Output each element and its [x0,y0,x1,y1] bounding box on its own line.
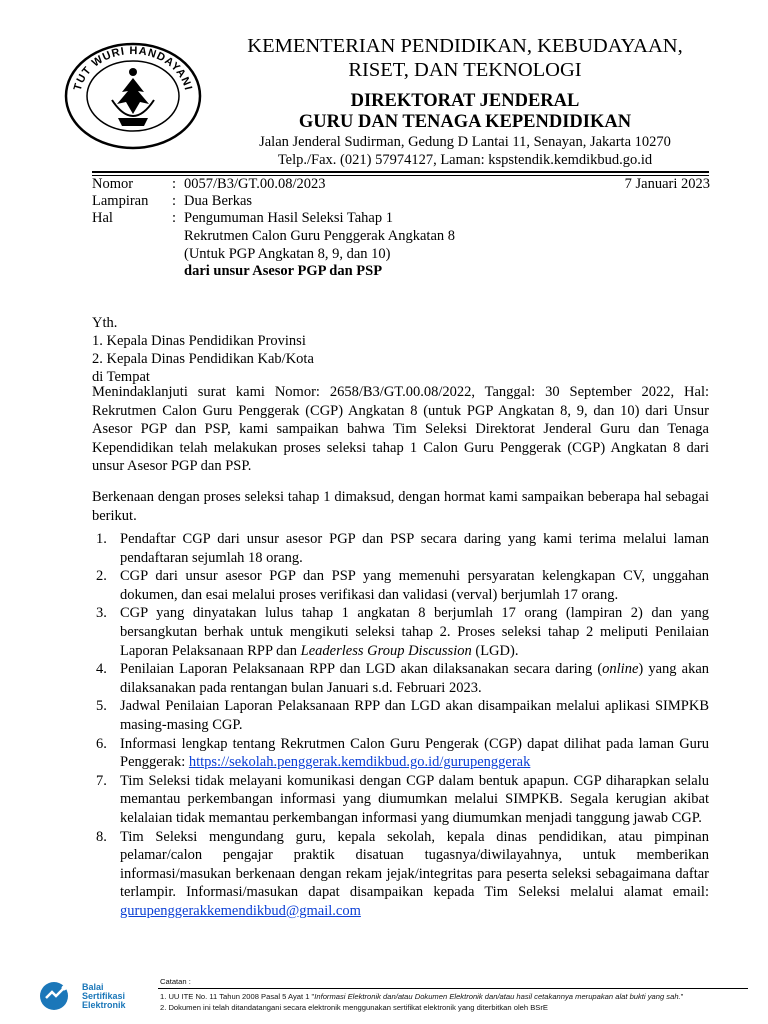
footer-note-1-suffix: " [680,992,684,1001]
email-link[interactable]: gurupenggerakkemendikbud@gmail.com [120,902,361,919]
list-item-italic: Leaderless Group Discussion [300,642,472,659]
list-item-text: ) yang akan dilaksanakan pada rentangan bulan Januari s.d. Februari 2023. [120,661,710,696]
list-number: 6. [96,735,107,752]
lampiran-value: Dua Berkas [184,193,253,209]
list-item [92,697,709,734]
bsre-line-2: Sertifikasi [82,991,126,1001]
list-item [92,604,709,660]
list-item-text: (LGD). [471,642,519,659]
letter-date: 7 Januari 2023 [624,176,710,192]
list-item [92,735,709,772]
catatan-label: Catatan : [160,977,191,986]
list-item-text: Penilaian Laporan Pelaksanaan RPP dan LGD akan dilaksanakan secara daring ( [120,661,603,678]
hal-line-2: Rekrutmen Calon Guru Penggerak Angkatan 8 [184,228,456,244]
footer-rule [158,988,748,989]
list-item-text: Tim Seleksi mengundang guru, kepala sekolah, kepala dinas pendidikan, atau pimpinan pelamar/calon pengajar praktik disatuan tugasnya/diwilayahnya, untuk memberikan informasi/masukan berkenaan dengan rekam jejak/integritas para peserta seleksi sebagaimana daftar terlampir. Informasi/masukan dapat disampaikan kepada Tim Seleksi melalui alamat email: [120,828,709,901]
footer-note-2: 2. Dokumen ini telah ditandatangani secara elektronik menggunakan sertifikat elektronik yang diterbitkan oleh BSrE [160,1003,548,1012]
list-number: 3. [96,605,107,622]
list-item [92,772,709,828]
hal-colon: : [172,210,177,226]
list-item [92,660,709,697]
list-item [92,567,709,604]
list-item-italic: online [602,661,639,678]
ministry-line-2: RISET, DAN TEKNOLOGI [348,59,582,81]
recipient-1: 1. Kepala Dinas Pendidikan Provinsi [92,333,306,349]
list-item [92,828,709,921]
list-item-text: Tim Seleksi tidak melayani komunikasi dengan CGP dalam bentuk apapun. CGP diharapkan selalu memantau perkembangan informasi yang diumumkan melalui SIMPKB. Segala kerugian akibat kelalaian tidak memantau perkembangan informasi yang diumumkan menjadi tanggung jawab CGP. [120,772,709,826]
list-item-text: Jadwal Penilaian Laporan Pelaksanaan RPP dan LGD akan disampaikan melalui aplikasi SIMPKB masing-masing CGP. [120,698,709,733]
list-item-text: CGP yang dinyatakan lulus tahap 1 angkatan 8 berjumlah 17 orang (lampiran 2) dan yang bersangkutan berhak untuk mengikuti seleksi tahap 2. Proses seleksi tahap 2 meliputi Penilaian Laporan Pelaksanaan RPP dan [120,605,709,659]
header-contact: Telp./Fax. (021) 57974127, Laman: kspstendik.kemdikbud.go.id [277,152,653,168]
nomor-value: 0057/B3/GT.00.08/2023 [184,176,326,192]
list-number: 8. [96,828,107,845]
hal-line-4: dari unsur Asesor PGP dan PSP [184,263,383,279]
list-item-text: Pendaftar CGP dari unsur asesor PGP dan PSP secara daring yang kami terima melalui laman pendaftaran sejumlah 18 orang. [120,531,709,566]
footer-note-1 [160,992,752,1002]
body-paragraph-1: Menindaklanjuti surat kami Nomor: 2658/B3/GT.00.08/2022, Tanggal: 30 September 2022, Hal: Rekrutmen Calon Guru Penggerak (CGP) Angkatan 8 (untuk PGP Angkatan 8, 9, dan 10) dari Unsur Asesor PGP dan PSP, kami sampaikan bahwa Tim Seleksi Direktorat Jenderal Guru dan Tenaga Kependidikan telah melakukan proses seleksi tahap 1 Calon Guru Penggerak (CGP) Angkatan 8 dari unsur Asesor PGP dan PSP. [92,384,709,475]
logo-motto-text: TUT WURI HANDAYANI [71,44,195,93]
list-number: 5. [96,698,107,715]
header-address: Jalan Jenderal Sudirman, Gedung D Lantai 11, Senayan, Jakarta 10270 [259,134,671,150]
nomor-colon: : [172,176,177,192]
list-number: 4. [96,661,107,678]
numbered-list [92,530,709,920]
list-number: 2. [96,568,107,585]
recipient-yth: Yth. [92,315,118,331]
list-item [92,530,709,567]
body-paragraph-2: Berkenaan dengan proses seleksi tahap 1 dimaksud, dengan hormat kami sampaikan beberapa hal sebagai berikut. [92,489,709,524]
guru-penggerak-link[interactable]: https://sekolah.penggerak.kemdikbud.go.id/gurupenggerak [188,754,531,771]
bsre-line-3: Elektronik [82,1000,126,1010]
list-number: 1. [96,531,107,547]
hal-line-1: Pengumuman Hasil Seleksi Tahap 1 [184,210,393,226]
footer-note-1-prefix: 1. UU ITE No. 11 Tahun 2008 Pasal 5 Ayat 1 " [160,992,315,1001]
bsre-logo-icon [38,980,80,1012]
recipient-place: di Tempat [92,369,150,385]
directorate-line-1: DIREKTORAT JENDERAL [350,91,580,111]
list-item-text: Informasi lengkap tentang Rekrutmen Calon Guru Pengerak (CGP) dapat dilihat pada laman Guru Penggerak: [120,735,709,771]
recipient-2: 2. Kepala Dinas Pendidikan Kab/Kota [92,351,314,367]
list-item-text: CGP dari unsur asesor PGP dan PSP yang memenuhi persyaratan kelengkapan CV, unggahan dokumen, dan esai melalui proses verifikasi dan validasi (verval) berjumlah 17 orang. [120,568,709,603]
lampiran-colon: : [172,193,177,209]
ministry-line-1: KEMENTERIAN PENDIDIKAN, KEBUDAYAAN, [247,35,683,57]
nomor-label: Nomor [92,176,134,192]
header-rule-thick [92,171,709,173]
footer-note-1-quote: Informasi Elektronik dan/atau Dokumen Elektronik dan/atau hasil cetakannya merupakan alat bukti yang sah. [314,992,681,1001]
bsre-line-1: Balai [82,982,104,992]
list-number: 7. [96,772,107,789]
lampiran-label: Lampiran [92,193,149,209]
directorate-line-2: GURU DAN TENAGA KEPENDIDIKAN [298,112,632,132]
hal-label: Hal [92,210,113,226]
hal-line-3: (Untuk PGP Angkatan 8, 9, dan 10) [184,246,391,262]
